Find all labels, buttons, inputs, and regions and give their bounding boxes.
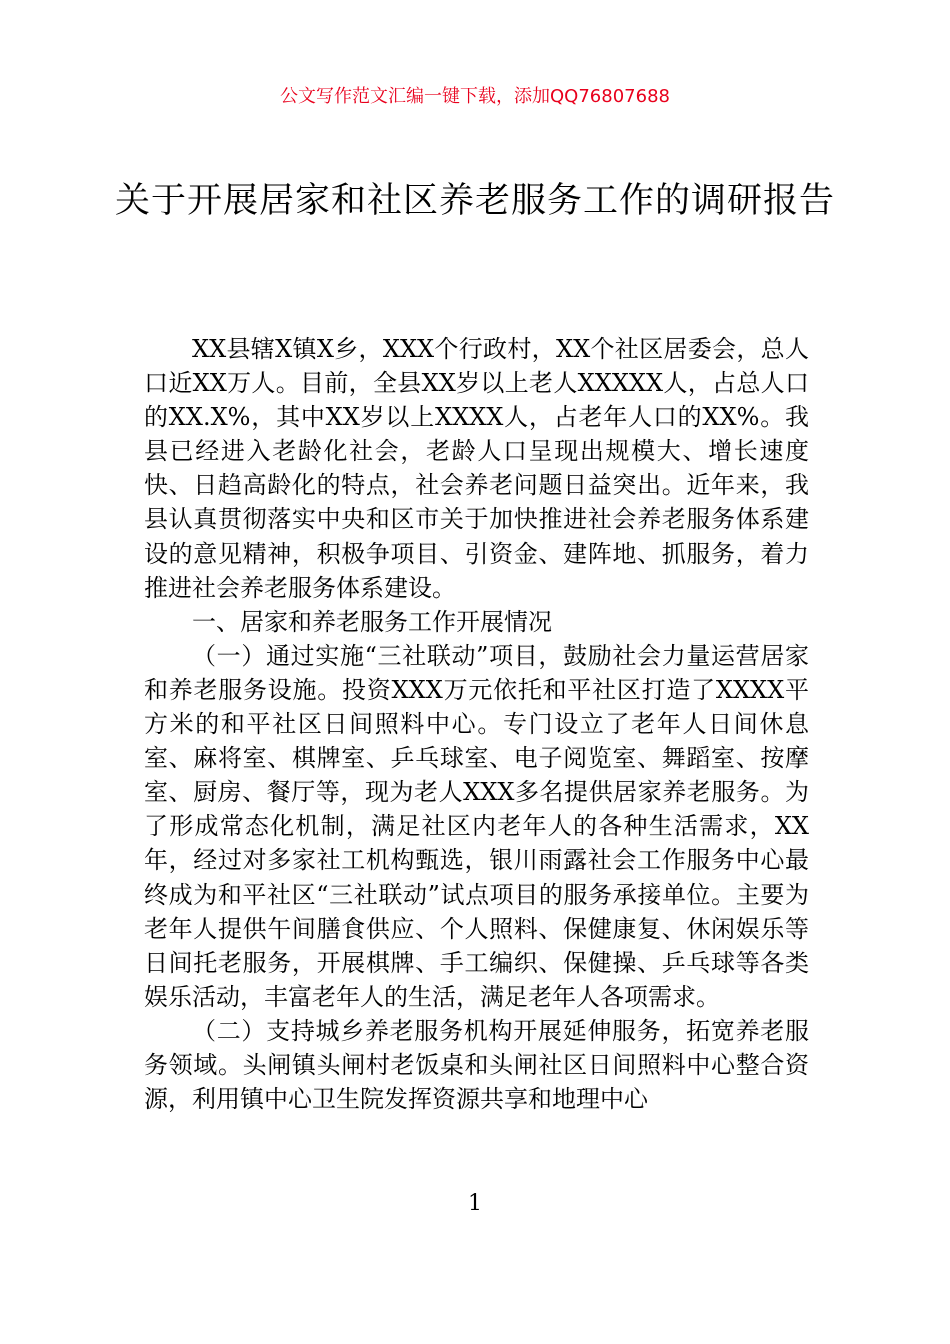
section-heading-1: 一、居家和养老服务工作开展情况 [192,607,552,636]
document-body [144,332,809,1116]
page-number: 1 [468,1191,482,1216]
paragraph-item-1: （一）通过实施“三社联动”项目，鼓励社会力量运营居家和养老服务设施。投资XXX万元依托和平社区打造了XXXX平方米的和平社区日间照料中心。专门设立了老年人日间休息室、麻将室、棋牌室、乒乓球室、电子阅览室、舞蹈室、按摩室、厨房、餐厅等，现为老人XXX多名提供居家养老服务。为了形成常态化机制，满足社区内老年人的各种生活需求，XX年，经过对多家社工机构甄选，银川雨露社会工作服务中心最终成为和平社区“三社联动”试点项目的服务承接单位。主要为老年人提供午间膳食供应、个人照料、保健康复、休闲娱乐等日间托老服务，开展棋牌、手工编织、保健操、乒乓球等各类娱乐活动，丰富老年人的生活，满足老年人各项需求。 [144,641,809,1011]
paragraph-intro: XX县辖X镇X乡，XXX个行政村，XX个社区居委会，总人口近XX万人。目前，全县XX岁以上老人XXXXX人，占总人口的XX.X%，其中XX岁以上XXXX人，占老年人口的XX%。我县已经进入老龄化社会，老龄人口呈现出规模大、增长速度快、日趋高龄化的特点，社会养老问题日益突出。近年来，我县认真贯彻落实中央和区市关于加快推进社会养老服务体系建设的意见精神，积极争项目、引资金、建阵地、抓服务，着力推进社会养老服务体系建设。 [144,335,809,602]
header-promo-note: 公文写作范文汇编一键下载，添加QQ76807688 [280,86,670,107]
document-title: 关于开展居家和社区养老服务工作的调研报告 [114,181,835,221]
paragraph-item-2: （二）支持城乡养老服务机构开展延伸服务，拓宽养老服务领域。头闸镇头闸村老饭桌和头闸社区日间照料中心整合资源，利用镇中心卫生院发挥资源共享和地理中心 [144,1016,809,1114]
